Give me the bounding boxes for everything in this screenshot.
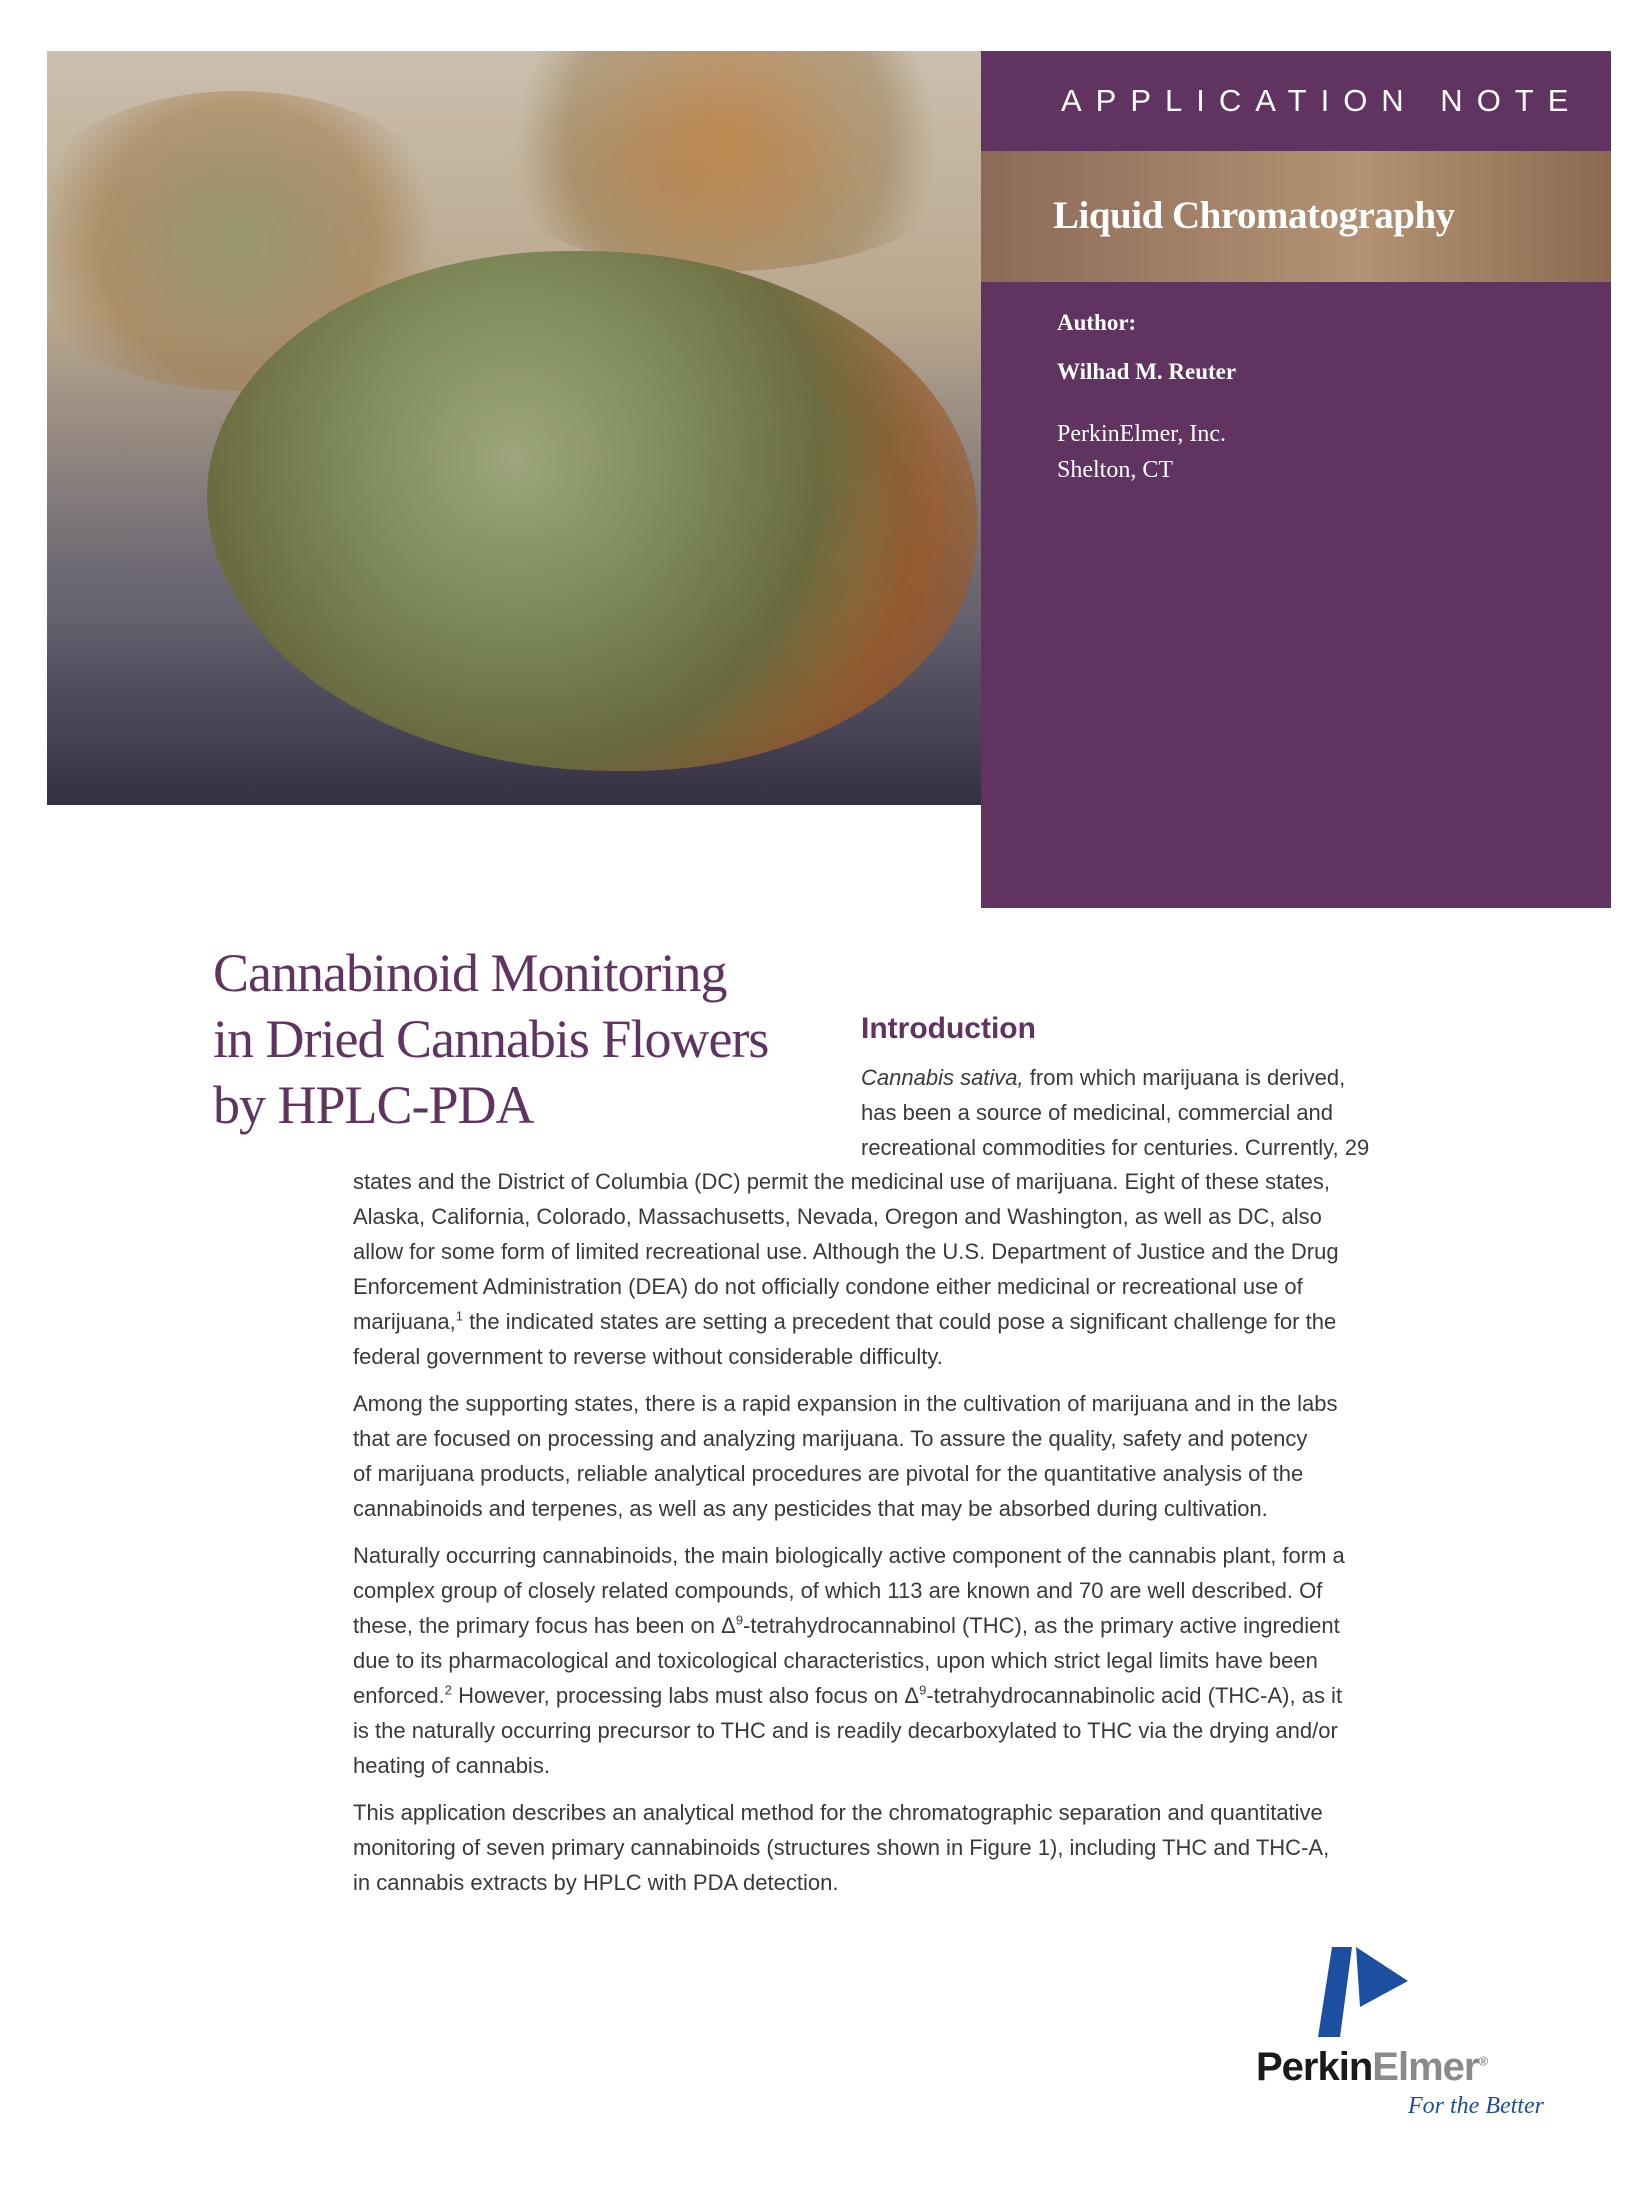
citation-1: 1 bbox=[455, 1308, 463, 1324]
body-line: cannabinoids and terpenes, as well as any pesticides that may be absorbed during cultivation. bbox=[353, 1496, 1268, 1521]
author-panel bbox=[981, 282, 1611, 908]
paragraph-4 bbox=[353, 1795, 1433, 1900]
document-title bbox=[213, 940, 853, 1138]
body-line: in cannabis extracts by HPLC with PDA detection. bbox=[353, 1870, 839, 1895]
logo-tagline: For the Better bbox=[1408, 2093, 1544, 2119]
author-name: Wilhad M. Reuter bbox=[1057, 359, 1237, 384]
title-line: Cannabinoid Monitoring bbox=[213, 943, 727, 1003]
body-text: However, processing labs must also focus on Δ bbox=[451, 1683, 920, 1708]
body-line: Enforcement Administration (DEA) do not officially condone either medicinal or recreational use of bbox=[353, 1274, 1303, 1299]
application-note-label: APPLICATION NOTE bbox=[1061, 83, 1583, 118]
body-text: these, the primary focus has been on Δ bbox=[353, 1613, 736, 1638]
body-text: marijuana, bbox=[353, 1309, 456, 1334]
logo-word-perkin: Perkin bbox=[1256, 2045, 1373, 2089]
body-text: -tetrahydrocannabinol (THC), as the primary active ingredient bbox=[743, 1613, 1340, 1638]
body-line: due to its pharmacological and toxicological characteristics, upon which strict legal limits have been bbox=[353, 1648, 1318, 1673]
body-text: the indicated states are setting a precedent that could pose a significant challenge for the bbox=[462, 1309, 1337, 1334]
category-band bbox=[981, 151, 1611, 282]
citation-2: 2 bbox=[444, 1682, 452, 1698]
body-line: federal government to reverse without considerable difficulty. bbox=[353, 1344, 943, 1369]
superscript-9: 9 bbox=[735, 1612, 744, 1628]
body-text: enforced. bbox=[353, 1683, 445, 1708]
title-line: in Dried Cannabis Flowers bbox=[213, 1009, 769, 1069]
body-line: heating of cannabis. bbox=[353, 1753, 550, 1778]
introduction-body bbox=[353, 1164, 1433, 1912]
title-line: by HPLC-PDA bbox=[213, 1075, 534, 1135]
body-line: monitoring of seven primary cannabinoids (structures shown in Figure 1), including THC and THC-A, bbox=[353, 1835, 1330, 1860]
body-line: that are focused on processing and analyzing marijuana. To assure the quality, safety and potency bbox=[353, 1426, 1308, 1451]
body-line: states and the District of Columbia (DC) permit the medicinal use of marijuana. Eight of these states, bbox=[353, 1169, 1330, 1194]
lede-text: has been a source of medicinal, commercial and bbox=[861, 1100, 1334, 1125]
author-organization: PerkinElmer, Inc. bbox=[1057, 421, 1226, 447]
body-line: allow for some form of limited recreational use. Although the U.S. Department of Justice and the Drug bbox=[353, 1239, 1339, 1264]
body-line: Among the supporting states, there is a rapid expansion in the cultivation of marijuana and in the labs bbox=[353, 1391, 1338, 1416]
logo-wordmark bbox=[1256, 2045, 1487, 2090]
perkinelmer-logo bbox=[1250, 1945, 1570, 2119]
body-line: This application describes an analytical method for the chromatographic separation and quantitative bbox=[353, 1800, 1323, 1825]
registered-mark: ® bbox=[1478, 2053, 1488, 2069]
paragraph-1 bbox=[353, 1164, 1433, 1374]
author-location: Shelton, CT bbox=[1057, 457, 1174, 483]
cover-photo bbox=[47, 51, 981, 805]
logo-word-elmer: Elmer bbox=[1372, 2045, 1479, 2089]
application-note-header bbox=[981, 51, 1611, 151]
body-line: is the naturally occurring precursor to THC and is readily decarboxylated to THC via the drying and/or bbox=[353, 1718, 1338, 1743]
paragraph-3 bbox=[353, 1538, 1433, 1783]
body-line: Alaska, California, Colorado, Massachusetts, Nevada, Oregon and Washington, as well as DC, also bbox=[353, 1204, 1322, 1229]
lede-text: recreational commodities for centuries. Currently, 29 bbox=[861, 1135, 1370, 1160]
body-line: Naturally occurring cannabinoids, the main biologically active component of the cannabis plant, form a bbox=[353, 1543, 1345, 1568]
lede-text: from which marijuana is derived, bbox=[1023, 1065, 1346, 1090]
body-line: of marijuana products, reliable analytical procedures are pivotal for the quantitative analysis of the bbox=[353, 1461, 1304, 1486]
superscript-9: 9 bbox=[919, 1682, 927, 1698]
perkinelmer-mark-icon bbox=[1310, 1945, 1420, 2045]
photo-background-bud-right bbox=[467, 51, 981, 271]
introduction-heading: Introduction bbox=[861, 1012, 1036, 1045]
introduction-lede bbox=[861, 1060, 1421, 1165]
body-text: -tetrahydrocannabinolic acid (THC-A), as it bbox=[926, 1683, 1343, 1708]
author-label: Author: bbox=[1057, 310, 1137, 335]
body-line: complex group of closely related compounds, of which 113 are known and 70 are well described. Of bbox=[353, 1578, 1323, 1603]
species-name: Cannabis sativa, bbox=[861, 1065, 1024, 1090]
category-title: Liquid Chromatography bbox=[1053, 194, 1455, 237]
paragraph-2 bbox=[353, 1386, 1433, 1526]
